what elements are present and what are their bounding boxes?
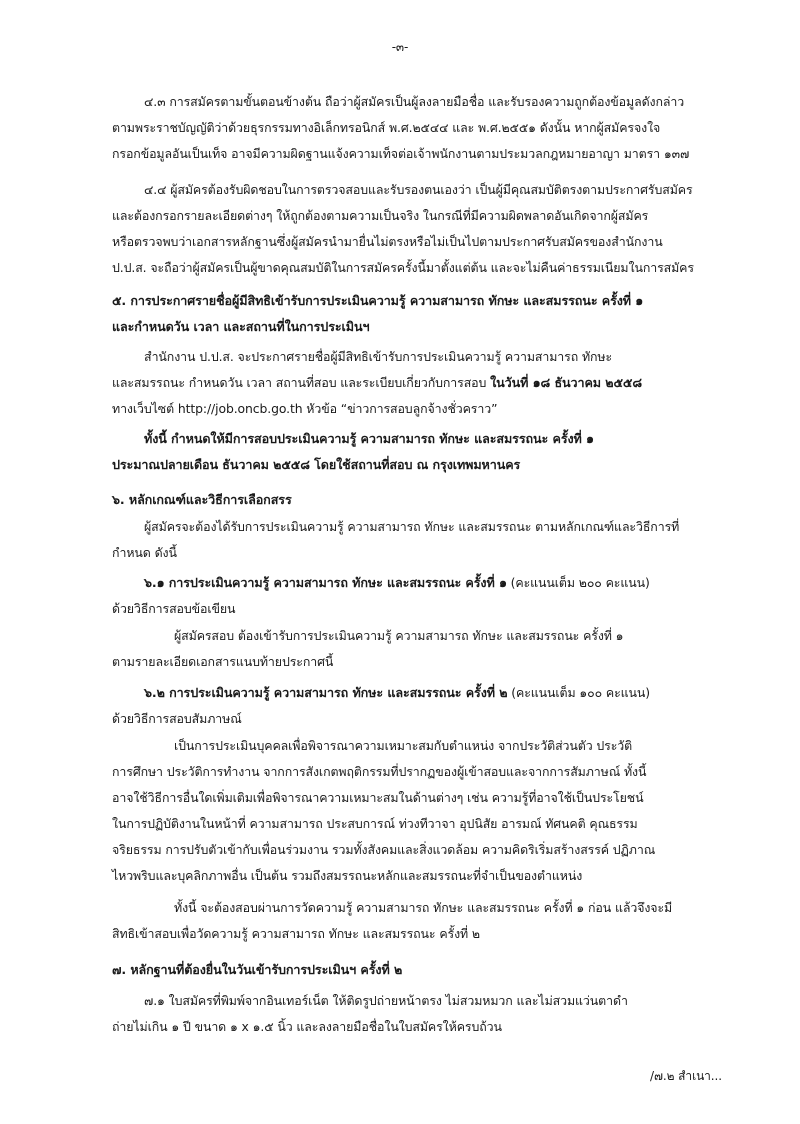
section-7-1-line-1: ๗.๑ ใบสมัครที่พิมพ์จากอินเทอร์เน็ต ให้ติดรูปถ่ายหน้าตรง ไม่สวมหมวก และไม่สวมแว่นตาดำ (144, 993, 628, 1008)
section-6-1-score: (คะแนนเต็ม ๒๐๐ คะแนน) (506, 575, 650, 590)
section-6-1-method: ด้วยวิธีการสอบข้อเขียน (112, 601, 236, 616)
section-6-1-title (144, 574, 650, 592)
section-6-2-title (144, 684, 650, 702)
section-7-1-line-2: ถ่ายไม่เกิน ๑ ปี ขนาด ๑ x ๑.๕ นิ้ว และลงลายมือชื่อในใบสมัครให้ครบถ้วน (112, 1019, 502, 1034)
section-6-2-detail-line-5: จริยธรรม การปรับตัวเข้ากับเพื่อนร่วมงาน รวมทั้งสังคมและสิ่งแวดล้อม ความคิดริเริ่มสร้างสรรค์ ปฏิภาณ (112, 842, 656, 857)
section-5-note-line-1: ทั้งนี้ กำหนดให้มีการสอบประเมินความรู้ ความสามารถ ทักษะ และสมรรถนะ ครั้งที่ ๑ (144, 431, 594, 446)
section-6-2-detail-line-1: เป็นการประเมินบุคคลเพื่อพิจารณาความเหมาะสมกับตำแหน่ง จากประวัติส่วนตัว ประวัติ (174, 738, 633, 753)
section-6-intro-line-2: กำหนด ดังนี้ (112, 545, 177, 560)
section-6-2-detail-line-4: ในการปฏิบัติงานในหน้าที่ ความสามารถ ประสบการณ์ ท่วงทีวาจา อุปนิสัย อารมณ์ ทัศนคติ คุณธรรม (112, 816, 638, 831)
section-6-1-detail-line-2: ตามรายละเอียดเอกสารแนบท้ายประกาศนี้ (112, 654, 334, 669)
section-5-body-line-2 (112, 374, 642, 392)
section-6-2-score: (คะแนนเต็ม ๑๐๐ คะแนน) (507, 685, 651, 700)
announcement-date: ในวันที่ ๑๘ ธันวาคม ๒๕๕๘ (490, 375, 642, 390)
section-6-heading: ๖. หลักเกณฑ์และวิธีการเลือกสรร (112, 492, 292, 507)
section-4-3-line-3: กรอกข้อมูลอันเป็นเท็จ อาจมีความผิดฐานแจ้งความเท็จต่อเจ้าพนักงานตามประมวลกฎหมายอาญา มาตรา ๑๓๗ (112, 146, 690, 161)
section-4-3-line-1: ๔.๓ การสมัครตามขั้นตอนข้างต้น ถือว่าผู้สมัครเป็นผู้ลงลายมือชื่อ และรับรองความถูกต้องข้อมูลดังกล่าว (144, 94, 685, 109)
section-6-2-method: ด้วยวิธีการสอบสัมภาษณ์ (112, 711, 242, 726)
section-5-body-line-3: ทางเว็บไซต์ http://job.oncb.go.th หัวข้อ “ข่าวการสอบลูกจ้างชั่วคราว” (112, 401, 498, 416)
section-6-2-detail-line-2: การศึกษา ประวัติการทำงาน จากการสังเกตพฤติกรรมที่ปรากฏของผู้เข้าสอบและจากการสัมภาษณ์ ทั้งนี้ (112, 764, 647, 779)
section-4-4-line-1: ๔.๔ ผู้สมัครต้องรับผิดชอบในการตรวจสอบและรับรองตนเองว่า เป็นผู้มีคุณสมบัติตรงตามประกาศรับสมัคร (144, 182, 693, 197)
section-4-4-line-2: และต้องกรอกรายละเอียดต่างๆ ให้ถูกต้องตามความเป็นจริง ในกรณีที่มีความผิดพลาดอันเกิดจากผู้สมัคร (112, 208, 649, 223)
section-6-2-detail-line-6: ไหวพริบและบุคลิกภาพอื่น เป็นต้น รวมถึงสมรรถนะหลักและสมรรถนะที่จำเป็นของตำแหน่ง (112, 868, 583, 883)
section-6-2-note-line-2: สิทธิเข้าสอบเพื่อวัดความรู้ ความสามารถ ทักษะ และสมรรถนะ ครั้งที่ ๒ (112, 926, 480, 941)
section-7-heading: ๗. หลักฐานที่ต้องยื่นในวันเข้ารับการประเมินฯ ครั้งที่ ๒ (112, 962, 403, 977)
section-6-1-title-bold: ๖.๑ การประเมินความรู้ ความสามารถ ทักษะ และสมรรถนะ ครั้งที่ ๑ (144, 575, 507, 590)
section-4-4-line-3: หรือตรวจพบว่าเอกสารหลักฐานซึ่งผู้สมัครนำมายื่นไม่ตรงหรือไม่เป็นไปตามประกาศรับสมัครของสำนักงาน (112, 234, 663, 249)
section-6-2-note-line-1: ทั้งนี้ จะต้องสอบผ่านการวัดความรู้ ความสามารถ ทักษะ และสมรรถนะ ครั้งที่ ๑ ก่อน แล้วจึงจะมี (174, 900, 673, 915)
section-5-body-line-2-text: และสมรรถนะ กำหนดวัน เวลา สถานที่สอบ และระเบียบเกี่ยวกับการสอบ (112, 375, 491, 390)
section-5-body-line-1: สำนักงาน ป.ป.ส. จะประกาศรายชื่อผู้มีสิทธิเข้ารับการประเมินความรู้ ความสามารถ ทักษะ (144, 349, 613, 364)
section-5-heading-line-1: ๕. การประกาศรายชื่อผู้มีสิทธิเข้ารับการประเมินความรู้ ความสามารถ ทักษะ และสมรรถนะ ครั้งที่ ๑ (112, 293, 644, 308)
section-4-3-line-2: ตามพระราชบัญญัติว่าด้วยธุรกรรมทางอิเล็กทรอนิกส์ พ.ศ.๒๕๔๔ และ พ.ศ.๒๕๕๑ ดังนั้น หากผู้สมัครจงใจ (112, 120, 661, 135)
section-5-note-line-2: ประมาณปลายเดือน ธันวาคม ๒๕๕๘ โดยใช้สถานที่สอบ ณ กรุงเทพมหานคร (112, 457, 521, 472)
section-6-1-detail-line-1: ผู้สมัครสอบ ต้องเข้ารับการประเมินความรู้ ความสามารถ ทักษะ และสมรรถนะ ครั้งที่ ๑ (174, 628, 624, 643)
section-4-4-line-4: ป.ป.ส. จะถือว่าผู้สมัครเป็นผู้ขาดคุณสมบัติในการสมัครครั้งนี้มาตั้งแต่ต้น และจะไม่คืนค่าธรรมเนียมในการสมัคร (112, 260, 694, 275)
section-5-heading-line-2: และกำหนดวัน เวลา และสถานที่ในการประเมินฯ (112, 319, 370, 334)
continuation-marker: /๗.๒ สำเนา... (650, 1069, 722, 1083)
section-6-2-detail-line-3: อาจใช้วิธีการอื่นใดเพิ่มเติมเพื่อพิจารณาความเหมาะสมในด้านต่างๆ เช่น ความรู้ที่อาจใช้เป็นประโยชน์ (112, 790, 644, 805)
section-6-intro-line-1: ผู้สมัครจะต้องได้รับการประเมินความรู้ ความสามารถ ทักษะ และสมรรถนะ ตามหลักเกณฑ์และวิธีการที่ (144, 519, 680, 534)
page-number: -๓- (391, 40, 409, 54)
section-6-2-title-bold: ๖.๒ การประเมินความรู้ ความสามารถ ทักษะ และสมรรถนะ ครั้งที่ ๒ (144, 685, 508, 700)
